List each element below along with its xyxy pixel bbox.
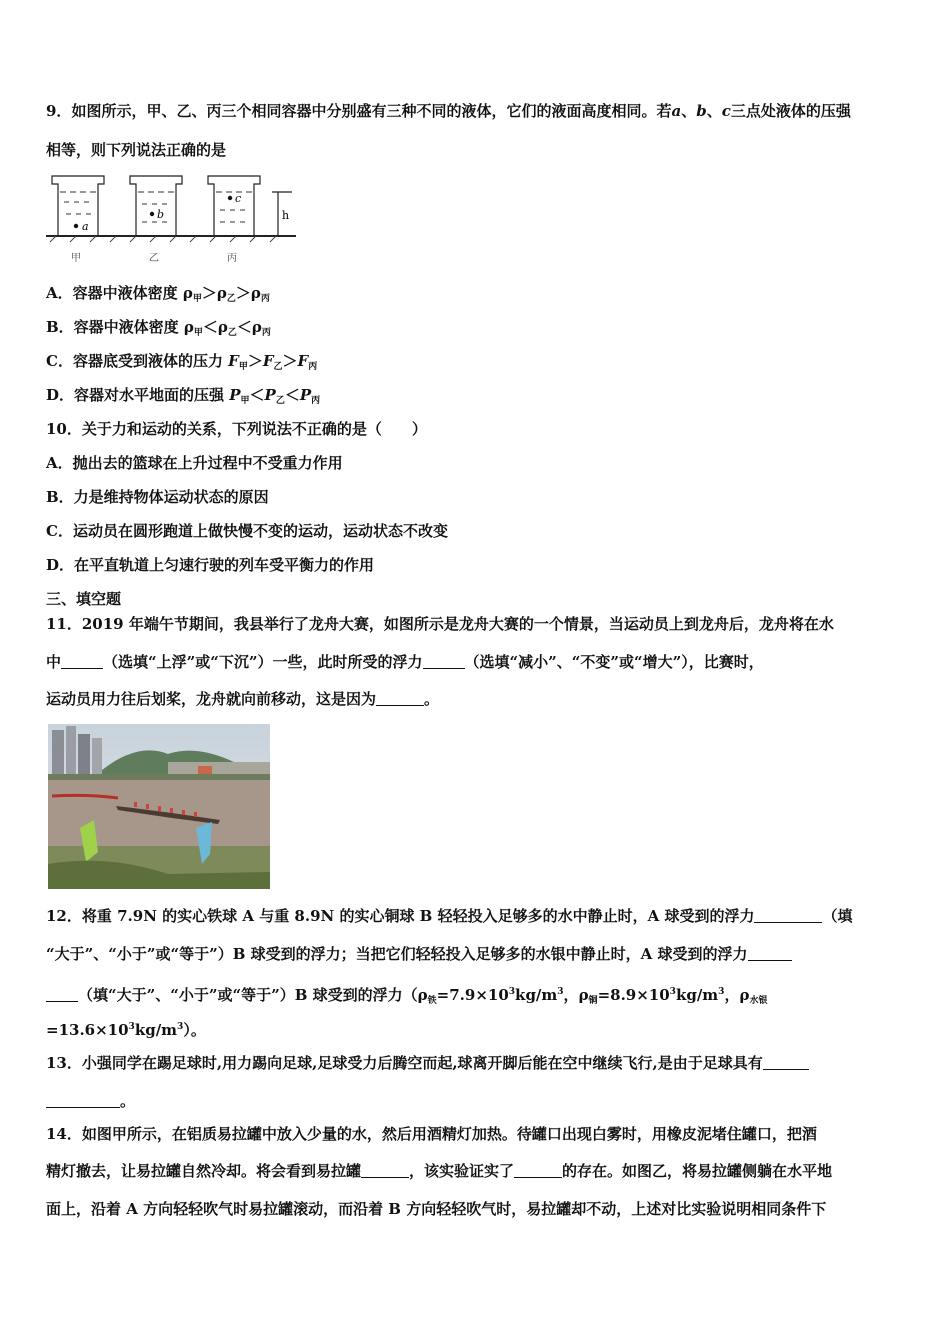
q11-blank-3[interactable] — [376, 691, 424, 706]
q13-line2: 。 — [46, 1091, 912, 1111]
container-jia — [52, 176, 104, 236]
q12-blank-2b[interactable] — [46, 987, 78, 1002]
q11-blank-2[interactable] — [423, 654, 465, 669]
q10-option-d: D．在平直轨道上匀速行驶的列车受平衡力的作用 — [46, 556, 375, 574]
dragon-boat-race-photo — [48, 724, 270, 889]
q14-line3: 面上，沿着 A 方向轻轻吹气时易拉罐滚动，而沿着 B 方向轻轻吹气时，易拉罐却不动，上述对比实验说明相同条件下 — [46, 1200, 827, 1218]
q12-blank-2a[interactable] — [748, 946, 792, 961]
q12-line2: “大于”、“小于”或“等于”）B 球受到的浮力；当把它们轻轻投入足够多的水银中静止时，A 球受到的浮力 — [46, 944, 912, 964]
point-b — [150, 212, 154, 216]
q14-blank-1[interactable] — [361, 1163, 409, 1178]
q14-line1: 14．如图甲所示，在铝质易拉罐中放入少量的水，然后用酒精灯加热。待罐口出现白雾时，用橡皮泥堵住罐口，把酒 — [46, 1125, 817, 1143]
q12-line3: （填“大于”、“小于”或“等于”）B 球受到的浮力（$\rho_铁=7.9\times 10^3kg/m^3$，$\rho_铜=8.9\times 10^3kg/m^3$，$\rho_{水银}$ — [46, 982, 912, 1011]
q11-line1: 11．2019 年端午节期间，我县举行了龙舟大赛，如图所示是龙舟大赛的一个情景，当运动员上到龙舟后，龙舟将在水 — [46, 615, 834, 633]
q12-line4: $=13.6\times 10^3kg/m^3$）。 — [46, 1021, 206, 1039]
q9-option-c: C．容器底受到液体的压力 $F_甲>F_乙>F_丙$ — [46, 352, 318, 372]
q10-stem: 10．关于力和运动的关系，下列说法不正确的是（ ） — [46, 420, 427, 438]
q14-blank-2[interactable] — [514, 1163, 562, 1178]
q13-line1: 13．小强同学在踢足球时,用力踢向足球,足球受力后腾空而起,球离开脚后能在空中继续飞行,是由于足球具有 — [46, 1053, 912, 1073]
q11-line3: 运动员用力往后划桨，龙舟就向前移动，这是因为 。 — [46, 690, 440, 708]
q10-option-c: C．运动员在圆形跑道上做快慢不变的运动，运动状态不改变 — [46, 522, 448, 540]
q9-three-containers-figure — [46, 170, 306, 266]
q13-blank-b[interactable] — [46, 1093, 120, 1108]
q13-blank-a[interactable] — [763, 1055, 809, 1070]
q9-option-a: A．容器中液体密度 $\rho_甲>\rho_乙>\rho_丙$ — [46, 284, 270, 304]
q9-number: 9． — [46, 102, 72, 120]
q9-stem-line2: 相等，则下列说法正确的是 — [46, 141, 227, 159]
q11-blank-1[interactable] — [61, 654, 103, 669]
label-a: a — [82, 220, 89, 233]
point-a — [74, 224, 78, 228]
q9-stem-line1: 9．如图所示，甲、乙、丙三个相同容器中分别盛有三种不同的液体，它们的液面高度相同。若a、b、c三点处液体的压强 — [46, 102, 851, 120]
caption-jia: 甲 — [71, 253, 81, 264]
q12-line1: 12．将重 7.9N 的实心铁球 A 与重 8.9N 的实心铜球 B 轻轻投入足够多的水中静止时，A 球受到的浮力 （填 — [46, 907, 853, 925]
label-c: c — [235, 192, 242, 205]
caption-yi: 乙 — [149, 253, 159, 264]
q12-blank-1[interactable] — [754, 908, 822, 923]
q14-line2: 精灯撤去，让易拉罐自然冷却。将会看到易拉罐 ，该实验证实了 的存在。如图乙，将易拉罐侧躺在水平地 — [46, 1162, 833, 1180]
container-yi — [130, 176, 182, 236]
q10-option-a: A．抛出去的篮球在上升过程中不受重力作用 — [46, 454, 343, 472]
point-c — [228, 196, 232, 200]
section-heading: 三、填空题 — [46, 590, 122, 608]
q9-option-b: B．容器中液体密度 $\rho_甲<\rho_乙<\rho_丙$ — [46, 318, 271, 338]
q9-option-d: D．容器对水平地面的压强 $P_甲<P_乙<P_丙$ — [46, 386, 321, 406]
caption-bing: 丙 — [227, 253, 237, 264]
q11-line2: 中 （选填“上浮”或“下沉”）一些，此时所受的浮力 （选填“减小”、“不变”或“增大”），比赛时， — [46, 653, 764, 671]
container-bing — [208, 176, 260, 236]
q10-option-b: B．力是维持物体运动状态的原因 — [46, 488, 269, 506]
label-h: h — [282, 209, 290, 222]
label-b: b — [157, 208, 165, 221]
